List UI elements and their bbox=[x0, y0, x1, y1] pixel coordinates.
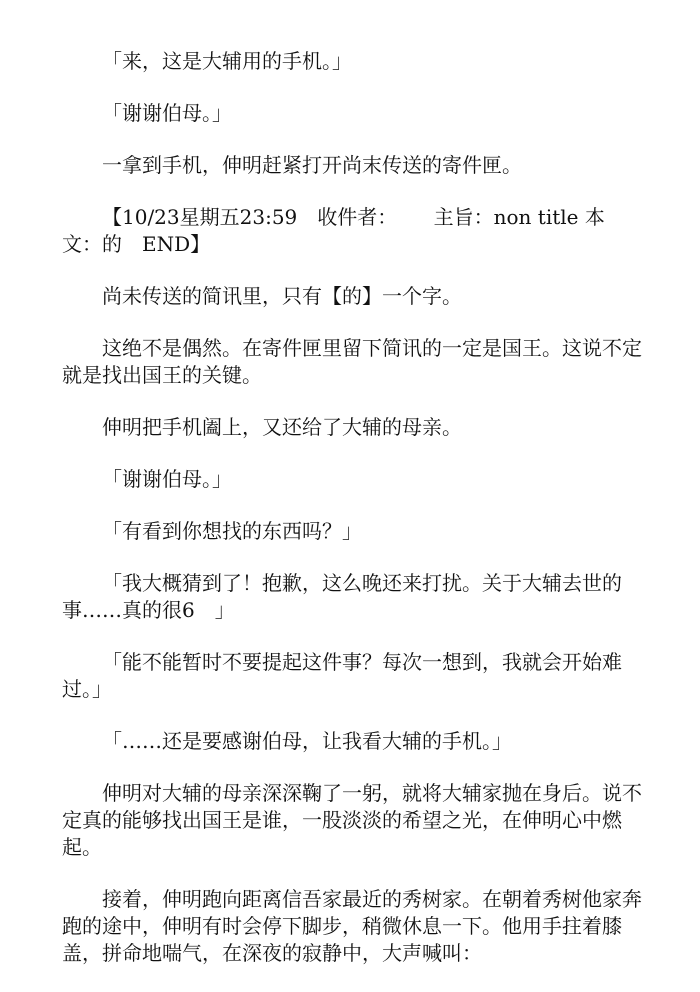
page-body bbox=[62, 48, 642, 992]
paragraph: 「能不能暂时不要提起这件事？每次一想到，我就会开始难过。」 bbox=[62, 650, 622, 701]
paragraph: 尚未传送的简讯里，只有【的】一个字。 bbox=[102, 284, 462, 308]
paragraph: 这绝不是偶然。在寄件匣里留下简讯的一定是国王。这说不定就是找出国王的关键。 bbox=[62, 336, 642, 387]
paragraph: 接着，伸明跑向距离信吾家最近的秀树家。在朝着秀树他家奔跑的途中，伸明有时会停下脚步，稍微休息一下。他用手拄着膝盖，拼命地喘气，在深夜的寂静中，大声喊叫： bbox=[62, 887, 642, 965]
paragraph: 伸明把手机阖上，又还给了大辅的母亲。 bbox=[102, 415, 462, 439]
paragraph: 「谢谢伯母。」 bbox=[102, 101, 232, 125]
paragraph: 一拿到手机，伸明赶紧打开尚末传送的寄件匣。 bbox=[102, 153, 522, 177]
paragraph: 「……还是要感谢伯母，让我看大辅的手机。」 bbox=[102, 729, 512, 753]
paragraph: 「有看到你想找的东西吗？」 bbox=[102, 519, 362, 543]
paragraph: 「谢谢伯母。」 bbox=[102, 467, 232, 491]
paragraph: 伸明对大辅的母亲深深鞠了一躬，就将大辅家抛在身后。说不定真的能够找出国王是谁，一股淡淡的希望之光，在伸明心中燃起。 bbox=[62, 781, 642, 859]
paragraph: 【10/23星期五23:59 收件者： 主旨：non title 本文：的 END】 bbox=[62, 205, 605, 256]
paragraph: 「我大概猜到了！抱歉，这么晚还来打扰。关于大辅去世的事……真的很6 」 bbox=[62, 571, 622, 622]
paragraph: 「来，这是大辅用的手机。」 bbox=[102, 49, 352, 73]
